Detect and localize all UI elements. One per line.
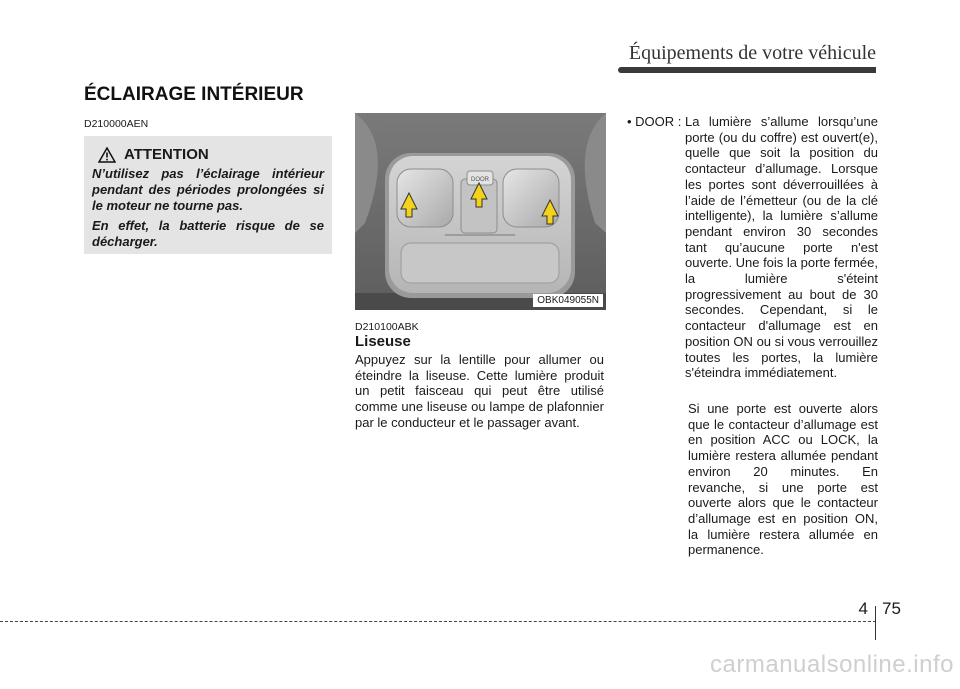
header-title: Équipements de votre véhicule [628,42,876,64]
liseuse-title: Liseuse [355,333,411,350]
footer-line [0,621,876,622]
attention-box [84,136,332,254]
attention-paragraph-1: N’utilisez pas l’éclairage intérieur pendant des périodes prolongées si le moteur ne tourne pas. [92,166,324,213]
warning-icon [98,147,116,163]
door-label: • DOOR : [627,114,682,129]
door-extra-text: Si une porte est ouverte alors que le contacteur d’allumage est en position ACC ou LOCK, la lumière restera allumée pendant environ 20 minutes. En revanche, si une porte est ouverte alors que le contacteur d’allumage est en position ON, la lumière restera allumée en permanence. [688,401,878,558]
liseuse-text: Appuyez sur la lentille pour allumer ou éteindre la liseuse. Cette lumière produit un petit faisceau qui peut être utilisé comme une liseuse ou lampe de plafonnier par le conducteur et le passager avant. [355,352,604,430]
overhead-console-photo [355,113,606,310]
door-text: La lumière s’allume lorsqu’une porte (ou du coffre) est ouvert(e), quelle que soit la position du contacteur d’allumage. Lorsque les portes sont déverrouillées à l’aide de l’émetteur (ou de la clé intelligente), la lumière s’allume pendant environ 30 secondes tant qu’aucune porte n'est ouverte. Une fois la porte fermée, la lumière s'éteint progressivement au bout de 30 secondes. Cependant, si le contacteur d'allumage est en position ON ou si vous verrouillez toutes les portes, la lumière s'éteindra immédiatement. [685,114,878,381]
watermark: carmanualsonline.info [710,651,954,678]
page-number: 75 [882,599,901,618]
liseuse-code: D210100ABK [355,321,419,333]
section-title: ÉCLAIRAGE INTÉRIEUR [84,84,304,105]
attention-paragraph-2: En effet, la batterie risque de se décharger. [92,218,324,249]
header-bar [618,67,876,73]
overhead-console-illustration [355,113,606,310]
attention-header [98,146,324,163]
section-code: D210000AEN [84,118,149,130]
figure-label: OBK049055N [533,294,603,307]
footer-divider [875,606,876,640]
chapter-number: 4 [858,599,868,618]
attention-title: ATTENTION [124,146,209,163]
door-switch-label: DOOR [471,177,489,183]
